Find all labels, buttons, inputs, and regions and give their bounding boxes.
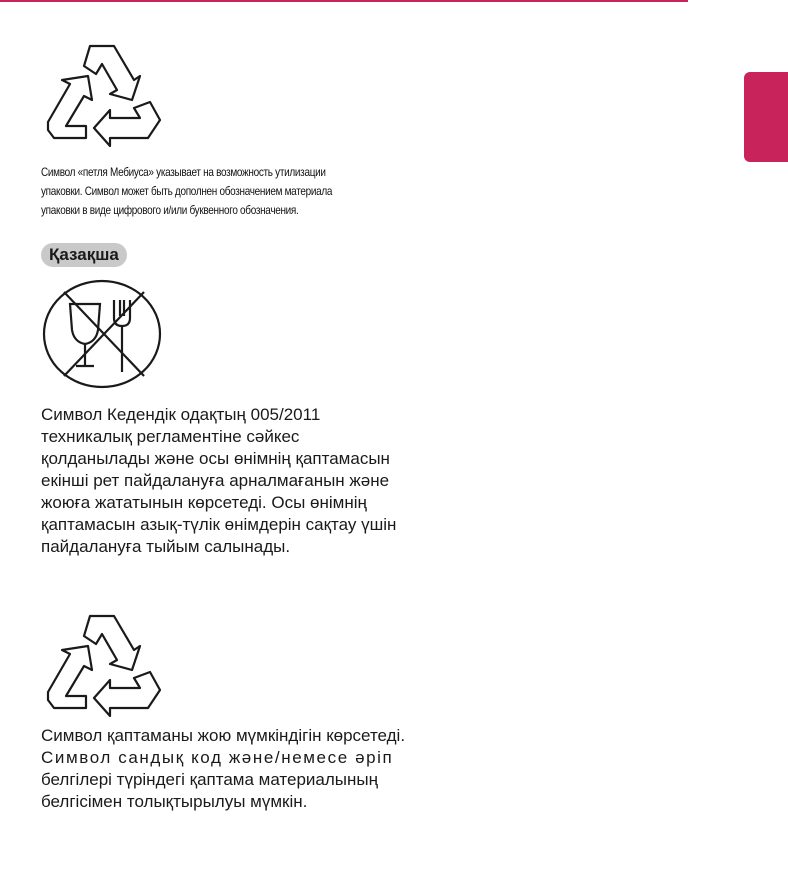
kazakh-mobius-description bbox=[41, 725, 501, 813]
text-line: Символ сандық код және/немесе әріп bbox=[41, 748, 394, 767]
language-side-tab bbox=[744, 72, 788, 162]
text-line: белгілері түріндегі қаптама материалының bbox=[41, 770, 379, 789]
text-line: қаптамасын азық-түлік өнімдерін сақтау үшін bbox=[41, 515, 397, 534]
text-line: белгісімен толықтырылуы мүмкін. bbox=[41, 792, 308, 811]
text-line: Символ қаптаманы жою мүмкіндігін көрсетеді. bbox=[41, 726, 406, 745]
text-line: жоюға жататынын көрсетеді. Осы өнімнің bbox=[41, 493, 367, 512]
russian-mobius-description bbox=[41, 163, 402, 220]
text-line: упаковки. Символ может быть дополнен обозначением материала bbox=[41, 185, 333, 198]
text-line: Символ «петля Мебиуса» указывает на возможность утилизации bbox=[41, 166, 326, 179]
language-label-kazakh: Қазақша bbox=[41, 243, 127, 267]
mobius-loop-icon bbox=[40, 608, 164, 720]
mobius-loop-icon bbox=[40, 38, 164, 150]
text-line: упаковки в виде цифрового и/или буквенного обозначения. bbox=[41, 204, 299, 217]
text-line: қолданылады және осы өнімнің қаптамасын bbox=[41, 449, 390, 468]
text-line: пайдалануға тыйым салынады. bbox=[41, 537, 291, 556]
kazakh-food-symbol-description bbox=[41, 404, 511, 558]
not-for-food-icon bbox=[42, 278, 166, 390]
text-line: техникалық регламентіне сәйкес bbox=[41, 427, 300, 446]
header-rule bbox=[0, 0, 688, 2]
text-line: екінші рет пайдалануға арналмағанын және bbox=[41, 471, 390, 490]
text-line: Символ Кедендік одақтың 005/2011 bbox=[41, 405, 321, 424]
